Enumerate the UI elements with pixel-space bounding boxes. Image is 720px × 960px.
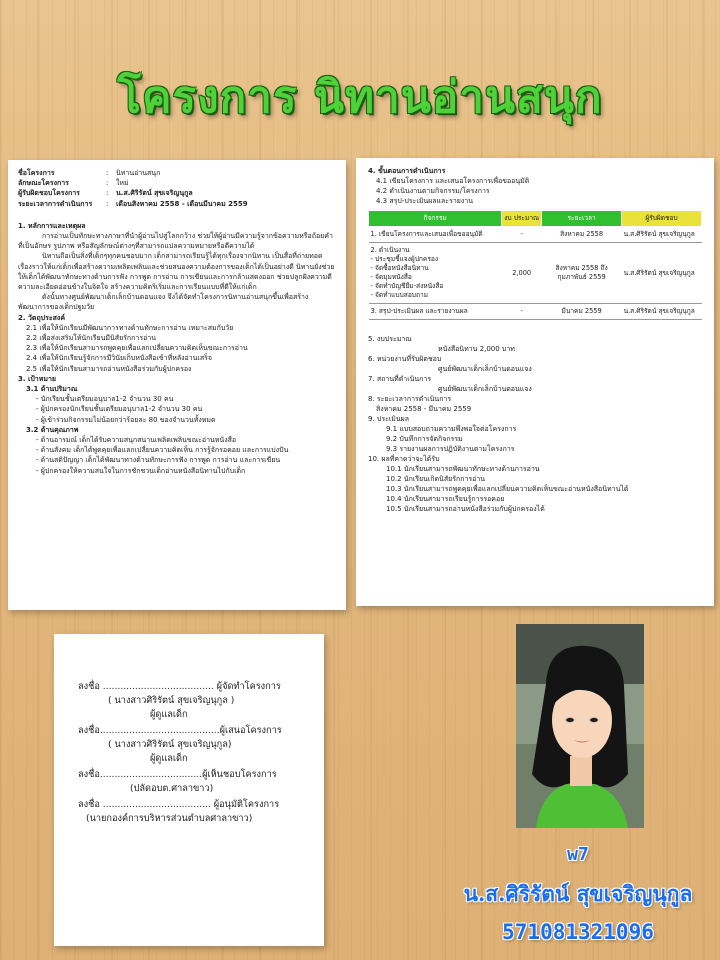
table-cell: น.ส.ศิริรัตน์ สุขเจริญนุกูล	[622, 304, 702, 320]
table-cell: น.ส.ศิริรัตน์ สุขเจริญนุกูล	[622, 243, 702, 304]
list-item: 10.4 นักเรียนสามารถเรียนรู้การรอคอย	[386, 495, 505, 503]
section-heading: 1. หลักการและเหตุผล	[18, 221, 86, 230]
project-sheet-page-1	[8, 160, 346, 610]
section-heading: 10. ผลที่คาดว่าจะได้รับ	[368, 455, 440, 463]
info-label: ชื่อโครงการ	[18, 169, 55, 177]
table-header: ระยะเวลา	[542, 211, 622, 227]
list-item: 9.1 แบบสอบถามความพึงพอใจต่อโครงการ	[386, 425, 517, 433]
step-item: 4.1 เขียนโครงการ และเสนอโครงการเพื่อขออนุมัติ	[376, 177, 530, 185]
signature-line: ลงชื่อ ...................................... ผู้จัดทำโครงการ	[78, 681, 281, 692]
student-photo	[516, 624, 644, 828]
table-cell: สิงหาคม 2558 ถึง กุมภาพันธ์ 2559	[542, 243, 622, 304]
info-value: น.ส.ศิริรัตน์ สุขเจริญนุกูล	[116, 189, 193, 198]
section-value: ศูนย์พัฒนาเด็กเล็กบ้านดอนแจง	[438, 365, 532, 373]
list-item: - นักเรียนชั้นเตรียมอนุบาล1-2 จำนวน 30 คน	[36, 395, 174, 404]
objective-item: 2.5 เพื่อให้นักเรียนสามารถอ่านหนังสือร่วมกับผู้ปกครอง	[26, 364, 192, 373]
table-row	[369, 304, 702, 320]
section-heading: 5. งบประมาณ	[368, 335, 412, 343]
objective-item: 2.3 เพื่อให้นักเรียนสามารถพูดคุยเพื่อแลกเปลี่ยนความคิดเห็นขณะการอ่าน	[26, 344, 248, 353]
info-row: ผู้รับผิดชอบโครงการ : น.ส.ศิริรัตน์ สุขเจริญนุกูล	[18, 189, 193, 198]
info-value: เดือนสิงหาคม 2558 - เดือนมีนาคม 2559	[116, 199, 248, 208]
paragraph: การอ่านเป็นทักษะทางภาษาที่นำผู้อ่านไปสู่โลกกว้าง ช่วยให้ผู้อ่านมีความรู้จากข้อความหรือถ้อยคำที่เป็นอักษร รูปภาพ หรือสัญลักษณ์ต่างๆที่สามารถแปลความหมายหรือตีความได้	[18, 232, 333, 251]
list-item: - ด้านสติปัญญา เด็กได้พัฒนาทางด้านทักษะการฟัง การพูด การอ่าน และการเขียน	[36, 456, 281, 465]
signer-name: ( นางสาวศิริรัตน์ สุขเจริญนุกูล)	[108, 739, 232, 750]
section-heading: 8. ระยะเวลาการดำเนินการ	[368, 395, 452, 403]
signature-line: ลงชื่อ ..................................... ผู้อนุมัติโครงการ	[78, 799, 280, 810]
section-heading: 6. หน่วยงานที่รับผิดชอบ	[368, 355, 442, 363]
subsection-heading: 3.1 ด้านปริมาณ	[26, 385, 78, 394]
list-item: - ผู้ปกครองนักเรียนชั้นเตรียมอนุบาล1-2 จำนวน 30 คน	[36, 405, 203, 414]
list-item: 9.2 บันทึกการจัดกิจกรรม	[386, 435, 463, 443]
list-item: 9.3 รายงานผลการปฏิบัติงานตามโครงการ	[386, 445, 515, 453]
signature-line: ลงชื่อ...................................ผู้เห็นชอบโครงการ	[78, 769, 277, 780]
info-label: ลักษณะโครงการ	[18, 179, 69, 188]
info-value: ใหม่	[116, 179, 129, 188]
section-value: ศูนย์พัฒนาเด็กเล็กบ้านดอนแจง	[438, 385, 532, 393]
table-cell: 1. เขียนโครงการและเสนอเพื่อขออนุมัติ	[369, 227, 502, 243]
info-row: ชื่อโครงการ : นิทานอ่านสนุก	[18, 169, 161, 177]
signature-sheet	[54, 634, 324, 946]
section-value: หนังสือนิทาน 2,000 บาท	[438, 345, 515, 353]
list-item: 10.1 นักเรียนสามารถพัฒนาทักษะทางด้านการอ่าน	[386, 465, 540, 473]
list-item: 10.5 นักเรียนสามารถอ่านหนังสือร่วมกับผู้ปกครองได้	[386, 505, 545, 513]
info-row: ลักษณะโครงการ : ใหม่	[18, 179, 129, 188]
table-header: งบ ประมาณ	[502, 211, 542, 227]
subsection-heading: 3.2 ด้านคุณภาพ	[26, 425, 79, 434]
signer-name: (นายกองค์การบริหารส่วนตำบลศาลาขาว)	[86, 813, 253, 824]
footer-student-id: 571081321096	[502, 920, 654, 944]
table-cell: 2. ดำเนินงาน - ประชุมชี้แจงผู้ปกครอง - จัดซื้อหนังสือนิทาน - จัดมุมหนังสือ - จัดทำบัญชียืม-ส่งหนังสือ - จัดทำแบบสอบถาม	[369, 243, 502, 304]
table-header-row	[369, 211, 702, 227]
activity-table	[368, 210, 702, 320]
table-row	[369, 243, 702, 304]
table-header: ผู้รับผิดชอบ	[622, 211, 702, 227]
table-cell: 2,000	[502, 243, 542, 304]
table-header: กิจกรรม	[369, 211, 502, 227]
list-item: 10.2 นักเรียนเกิดนิสัยรักการอ่าน	[386, 475, 486, 483]
section-heading: 7. สถานที่ดำเนินการ	[368, 375, 432, 383]
paragraph: ดังนั้นทางศูนย์พัฒนาเด็กเล็กบ้านดอนแจง จึงได้จัดทำโครงการนิทานอ่านสนุกขึ้นเพื่อสร้างพัฒนาการของเด็กปฐมวัย	[18, 293, 309, 312]
list-item: 10.3 นักเรียนสามารถพูดคุยเพื่อแลกเปลี่ยนความคิดเห็นขณะอ่านหนังสือนิทานได้	[386, 485, 629, 493]
table-cell: -	[502, 227, 542, 243]
list-item: - ด้านอารมณ์ เด็กได้รับความสนุกสนานเพลิดเพลินขณะอ่านหนังสือ	[36, 436, 237, 445]
table-cell: สิงหาคม 2558	[542, 227, 622, 243]
info-label: ระยะเวลาการดำเนินการ	[18, 199, 93, 208]
objective-item: 2.1 เพื่อให้นักเรียนมีพัฒนาการทางด้านทักษะการอ่าน เหมาะสมกับวัย	[26, 323, 234, 332]
info-row: ระยะเวลาการดำเนินการ : เดือนสิงหาคม 2558 - เดือนมีนาคม 2559	[18, 199, 248, 208]
footer-name: น.ส.ศิริรัตน์ สุขเจริญนุกูล	[463, 881, 693, 906]
info-label: ผู้รับผิดชอบโครงการ	[18, 189, 80, 198]
paragraph: นิทานถือเป็นสิ่งที่เด็กๆทุกคนชอบมาก เด็กสามารถเรียนรู้ได้ทุกเรื่องจากนิทาน เป็นสื่อที่ถ่ายทอดเรื่องราวให้แก่เด็กเพื่อสร้างความเพลิดเพลินและช่วยสนองความต้องการของเด็กได้เป็นอย่างดี นิทานยังช่วยให้เด็กได้พัฒนาทักษะทางด้านการฟัง การพูด การอ่าน การเขียนและการกล้าแสดงออก ช่วยปลูกฝังความดี ความละเอียดอ่อนข้างในจิตใจ สร้างความคิดริเริ่มและการเรียนแบบที่ดีให้แก่เด็ก	[18, 252, 335, 292]
table-cell: -	[502, 304, 542, 320]
step-item: 4.3 สรุป-ประเมินผลและรายงาน	[376, 197, 473, 205]
table-cell: น.ส.ศิริรัตน์ สุขเจริญนุกูล	[622, 227, 702, 243]
section-heading: 2. วัตถุประสงค์	[18, 313, 66, 322]
project-info	[18, 168, 336, 209]
list-item: - ด้านสังคม เด็กได้พูดคุยเพื่อแลกเปลี่ยนความคิดเห็น การรู้จักรอคอย และการแบ่งปัน	[36, 446, 289, 455]
section-heading: 9. ประเมินผล	[368, 415, 410, 423]
table-row	[369, 227, 702, 243]
list-item: - ผู้เข้าร่วมกิจกรรมไม่น้อยกว่าร้อยละ 80 ของจำนวนทั้งหมด	[36, 415, 216, 424]
project-sheet-page-2	[356, 158, 714, 606]
portrait-illustration	[516, 624, 644, 828]
objective-item: 2.2 เพื่อส่งเสริมให้นักเรียนมีนิสัยรักการอ่าน	[26, 334, 157, 343]
signer-name: ( นางสาวศิริรัตน์ สุขเจริญนุกูล )	[108, 695, 235, 706]
info-value: นิทานอ่านสนุก	[116, 169, 161, 177]
table-cell: มีนาคม 2559	[542, 304, 622, 320]
signer-name: (ปลัดอบต.ศาลาขาว)	[130, 783, 214, 794]
signature-line: ลงชื่อ.........................................ผู้เสนอโครงการ	[78, 725, 282, 736]
section-heading: 4. ขั้นตอนการดำเนินการ	[368, 167, 446, 175]
section-heading: 3. เป้าหมาย	[18, 374, 56, 383]
objective-item: 2.4 เพื่อให้นักเรียนรู้จักการมีวินัยเก็บหนังสือเข้าที่หลังอ่านเสร็จ	[26, 354, 212, 363]
list-item: - ผู้ปกครองให้ความสนใจในการชักชวนเด็กอ่านหนังสือนิทานไปกับเด็ก	[36, 466, 246, 475]
step-item: 4.2 ดำเนินงานตามกิจกรรม/โครงการ	[376, 187, 490, 195]
signer-role: ผู้ดูแลเด็ก	[150, 709, 188, 720]
signer-role: ผู้ดูแลเด็ก	[150, 753, 188, 764]
section-value: สิงหาคม 2558 - มีนาคม 2559	[376, 405, 472, 413]
page-title: โครงการ นิทานอ่านสนุก	[117, 72, 603, 123]
footer-code: w7	[567, 844, 589, 865]
table-cell: 3. สรุป-ประเมินผล และรายงานผล	[369, 304, 502, 320]
